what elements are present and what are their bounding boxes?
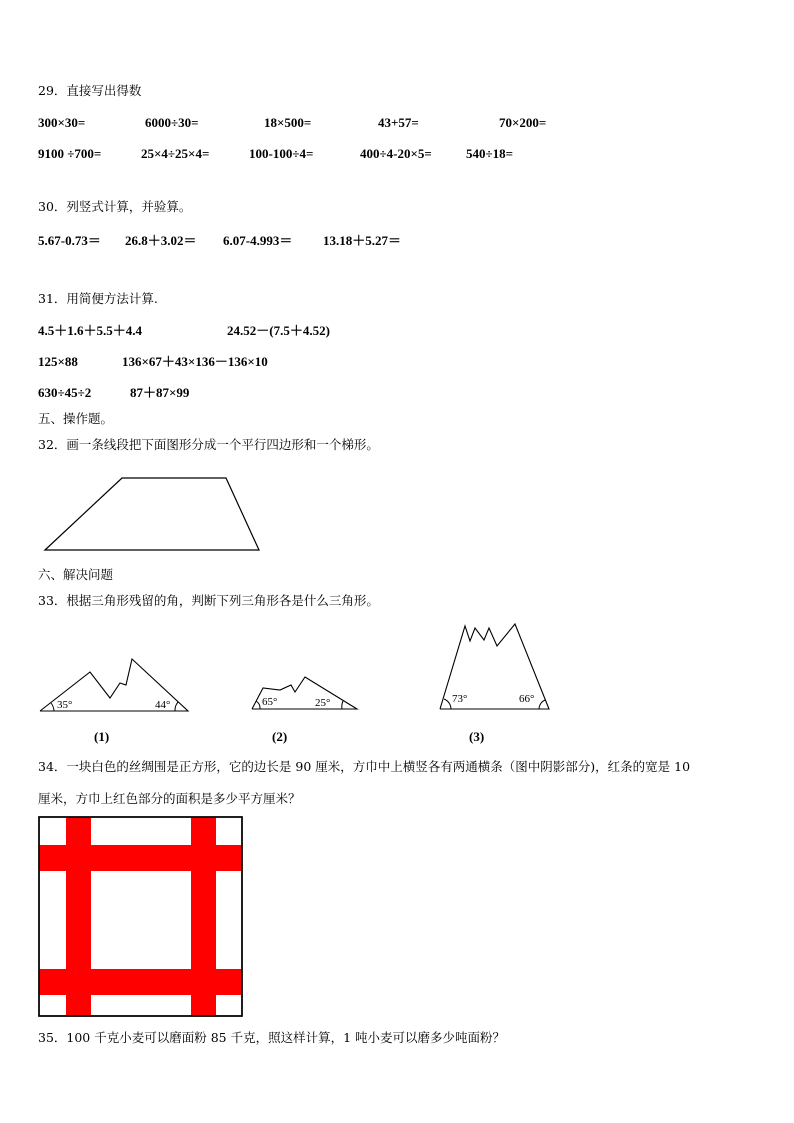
q33-title: 33．根据三角形残留的角，判断下列三角形各是什么三角形。 xyxy=(38,593,379,608)
section-5-heading: 五、操作题。 xyxy=(38,411,114,426)
q30-item-2: 26.8＋3.02＝ xyxy=(125,233,197,248)
q31-item-4: 136×67＋43×136－136×10 xyxy=(122,354,268,369)
q34-stripe-right xyxy=(191,817,216,1016)
q30-item-4: 13.18＋5.27＝ xyxy=(323,233,402,248)
q29-r2-c3: 100-100÷4= xyxy=(249,146,314,161)
q29-r2-c1: 9100 ÷700= xyxy=(38,146,102,161)
q33-fig2-angle-right: 25° xyxy=(315,697,331,709)
q29-r1-c3: 18×500= xyxy=(264,115,312,130)
q31-item-6: 87＋87×99 xyxy=(130,385,190,400)
q29-r2-c2: 25×4÷25×4= xyxy=(141,146,210,161)
q32-title: 32．画一条线段把下面图形分成一个平行四边形和一个梯形。 xyxy=(38,437,379,452)
q29-r1-c2: 6000÷30= xyxy=(145,115,199,130)
q31-item-5: 630÷45÷2 xyxy=(38,385,92,400)
q31-item-2: 24.52－(7.5＋4.52) xyxy=(227,323,330,338)
q34-text-line-2: 厘米，方巾上红色部分的面积是多少平方厘米？ xyxy=(38,791,301,806)
q35-title: 35．100 千克小麦可以磨面粉 85 千克，照这样计算，1 吨小麦可以磨多少吨面粉？ xyxy=(38,1030,506,1045)
q31-item-1: 4.5＋1.6＋5.5＋4.4 xyxy=(38,323,143,338)
q33-fig3-angle-left: 73° xyxy=(452,693,468,705)
q31-item-3: 125×88 xyxy=(38,354,78,369)
q33-fig1-angle-left: 35° xyxy=(57,699,73,711)
q33-fig3-angle-right: 66° xyxy=(519,693,535,705)
q33-fig1-angle-right: 44° xyxy=(155,699,171,711)
q29-r1-c5: 70×200= xyxy=(499,115,547,130)
q29-r1-c4: 43+57= xyxy=(378,115,419,130)
q33-fig2-label: (2) xyxy=(272,729,288,744)
q29-title: 29．直接写出得数 xyxy=(38,83,142,98)
q34-text-line-1: 34．一块白色的丝绸围是正方形，它的边长是 90 厘米，方巾中上横竖各有两通横条（图中阴影部分)，红条的宽是 10 xyxy=(38,759,691,774)
q30-item-3: 6.07-4.993＝ xyxy=(223,233,293,248)
section-6-heading: 六、解决问题 xyxy=(38,567,114,582)
q32-trapezoid xyxy=(45,478,259,550)
q33-fig3-label: (3) xyxy=(469,729,485,744)
q29-r1-c1: 300×30= xyxy=(38,115,86,130)
q30-item-1: 5.67-0.73＝ xyxy=(38,233,101,248)
q30-title: 30．列竖式计算，并验算。 xyxy=(38,199,192,214)
q29-r2-c4: 400÷4-20×5= xyxy=(360,146,432,161)
q34-square-figure xyxy=(39,817,242,1016)
q34-stripe-left xyxy=(66,817,91,1016)
q31-title: 31．用简便方法计算. xyxy=(38,291,158,306)
q29-r2-c5: 540÷18= xyxy=(466,146,514,161)
q33-fig2-angle-left: 65° xyxy=(262,696,278,708)
q33-fig1-label: (1) xyxy=(94,729,110,744)
